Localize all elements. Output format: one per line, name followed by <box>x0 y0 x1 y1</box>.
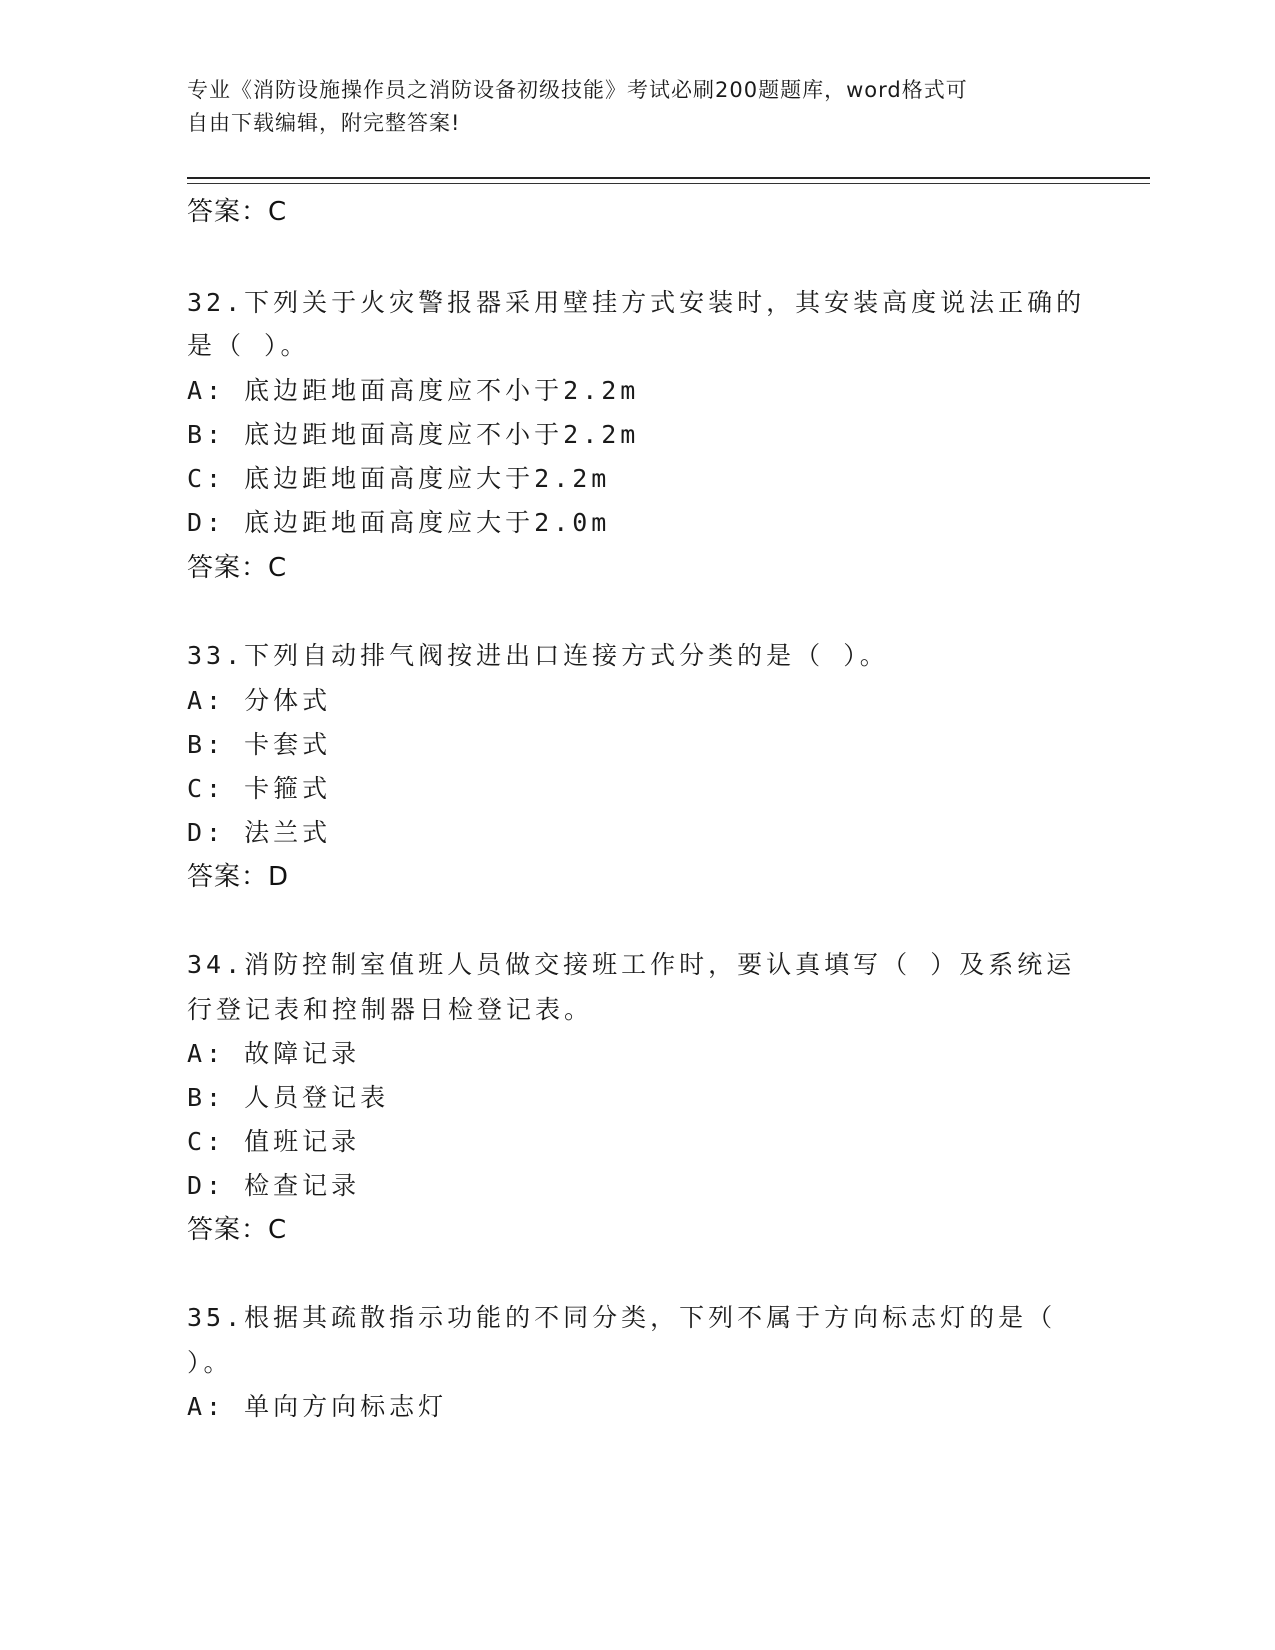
question-33-option-c: C: 卡箍式 <box>187 774 332 803</box>
answer-31: 答案：C <box>187 197 288 227</box>
question-33-answer: 答案：D <box>187 862 290 892</box>
question-32-answer: 答案：C <box>187 553 288 583</box>
question-33-option-b: B: 卡套式 <box>187 730 332 759</box>
question-32-stem-line-1: 32.下列关于火灾警报器采用壁挂方式安装时，其安装高度说法正确的 <box>187 288 1086 317</box>
header-line-2: 自由下载编辑，附完整答案! <box>187 111 461 135</box>
question-33-option-a: A: 分体式 <box>187 686 332 715</box>
question-33-option-d: D: 法兰式 <box>187 818 332 847</box>
question-32-option-d: D: 底边距地面高度应大于2.0m <box>187 508 611 537</box>
question-35-stem-line-2: ）。 <box>187 1348 233 1377</box>
question-32-option-a: A: 底边距地面高度应不小于2.2m <box>187 376 640 405</box>
question-35-option-a: A: 单向方向标志灯 <box>187 1392 448 1421</box>
header-rule-thin <box>187 183 1150 184</box>
question-34-answer: 答案：C <box>187 1215 288 1245</box>
question-34-stem-line-2: 行登记表和控制器日检登记表。 <box>187 995 594 1024</box>
question-32-option-c: C: 底边距地面高度应大于2.2m <box>187 464 611 493</box>
question-32-option-b: B: 底边距地面高度应不小于2.2m <box>187 420 640 449</box>
question-33-stem-line-1: 33.下列自动排气阀按进出口连接方式分类的是（ ）。 <box>187 641 889 670</box>
question-34-option-b: B: 人员登记表 <box>187 1083 390 1112</box>
header-line-1: 专业《消防设施操作员之消防设备初级技能》考试必刷200题题库，word格式可 <box>187 78 968 102</box>
question-32-stem-line-2: 是（ ）。 <box>187 331 310 360</box>
question-35-stem-line-1: 35.根据其疏散指示功能的不同分类，下列不属于方向标志灯的是（ <box>187 1303 1057 1332</box>
question-34-option-c: C: 值班记录 <box>187 1127 361 1156</box>
question-34-stem-line-1: 34.消防控制室值班人员做交接班工作时，要认真填写（ ）及系统运 <box>187 950 1076 979</box>
question-34-option-d: D: 检查记录 <box>187 1171 361 1200</box>
question-34-option-a: A: 故障记录 <box>187 1039 361 1068</box>
header-rule-thick <box>187 177 1150 179</box>
document-header <box>187 74 1087 140</box>
